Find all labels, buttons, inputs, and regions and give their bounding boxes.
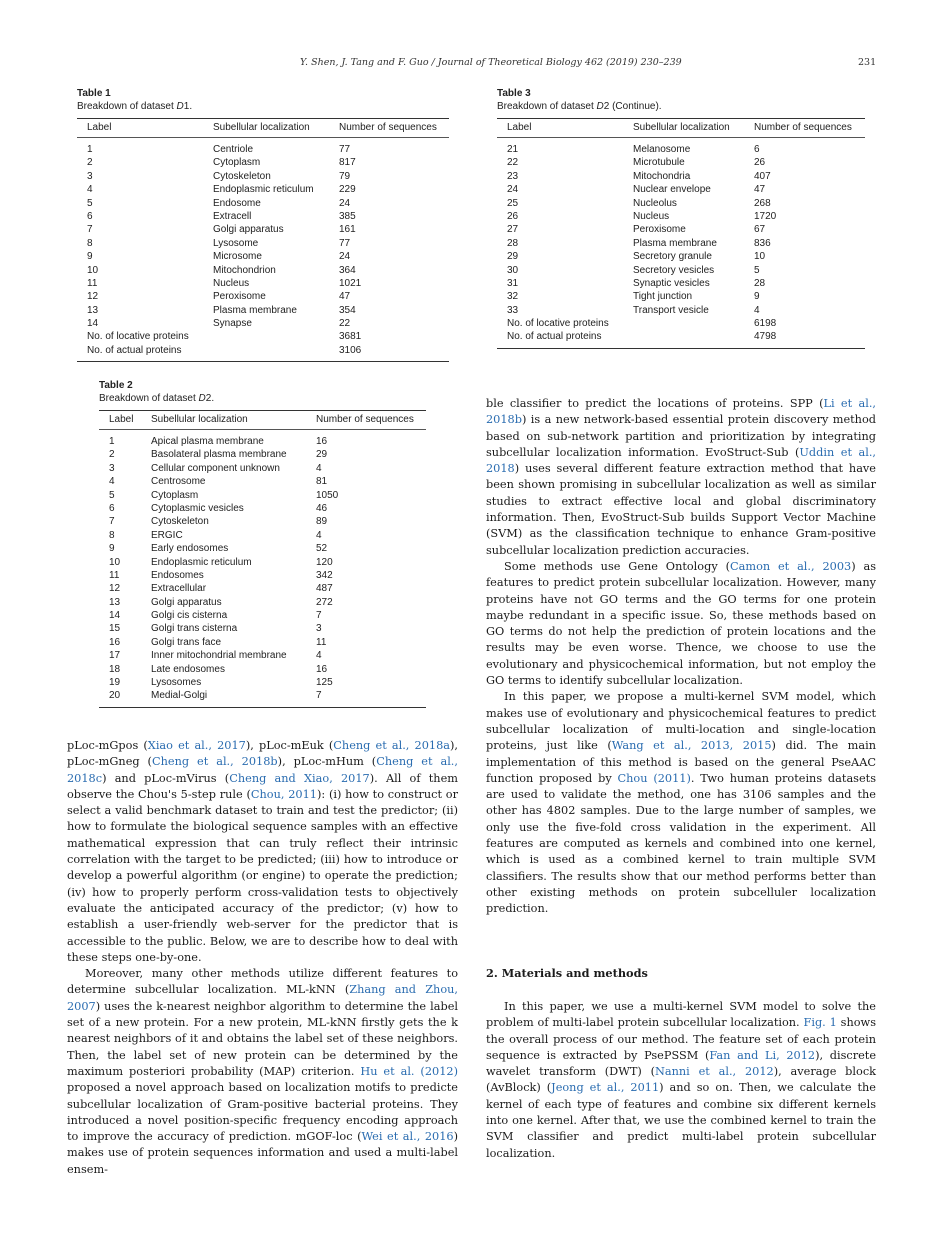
table-cell: Microsome: [213, 251, 262, 263]
table-cell: Endoplasmic reticulum: [151, 556, 252, 568]
table-row: [77, 223, 449, 236]
table-header-row: Label Subellular localization Number of sequences: [507, 122, 852, 133]
table-row: [99, 676, 426, 689]
running-head: Y. Shen, J. Tang and F. Guo / Journal of Theoretical Biology 462 (2019) 230–239: [300, 57, 682, 68]
table-cell: Endosome: [213, 197, 261, 209]
table-cell: 120: [316, 556, 333, 568]
table-cell: 24: [507, 184, 519, 196]
table-cell: Plasma membrane: [633, 237, 717, 249]
table-cell: Synaptic vesicles: [633, 277, 710, 289]
citation-link[interactable]: Li et al., 2018b: [486, 397, 876, 427]
table-2: [99, 380, 426, 708]
table-row: [77, 210, 449, 223]
table-cell: 67: [754, 224, 766, 236]
table-cell: Centrosome: [151, 476, 206, 488]
table-cell: 46: [316, 502, 328, 514]
text-run: Some methods use Gene Ontology (: [504, 559, 730, 573]
table-cell: 23: [507, 170, 519, 182]
table-row: [77, 143, 449, 156]
table-cell: Plasma membrane: [213, 304, 297, 316]
table-row: [497, 183, 865, 196]
table-row: [497, 210, 865, 223]
table-cell: 9: [109, 543, 115, 555]
table-row: [497, 156, 865, 169]
table-summary-row: [497, 330, 865, 343]
right-column-text-2: [486, 999, 876, 1162]
table-cell: Early endosomes: [151, 543, 229, 555]
table-row: [99, 515, 426, 528]
table-cell: Medial-Golgi: [151, 690, 208, 702]
table-cell: Cytoplasm: [151, 489, 199, 501]
table-cell: 30: [507, 264, 519, 276]
table-cell: Golgi apparatus: [213, 224, 284, 236]
table-row: [99, 489, 426, 502]
summary-value: 3681: [339, 331, 362, 343]
table-cell: 29: [507, 251, 519, 263]
table-cell: 26: [754, 157, 766, 169]
text-run: ), pLoc-mHum (: [277, 755, 377, 769]
table-cell: 24: [339, 197, 351, 209]
table-cell: 487: [316, 583, 333, 595]
table-cell: 31: [507, 277, 519, 289]
table-cell: 1050: [316, 489, 339, 501]
table-cell: 7: [316, 610, 322, 622]
table-cell: Peroxisome: [633, 224, 686, 236]
paragraph: [486, 559, 876, 689]
table-row: [77, 317, 449, 330]
table-cell: 4: [109, 476, 115, 488]
citation-link[interactable]: Uddin et al., 2018: [486, 445, 877, 476]
table-cell: 16: [316, 663, 328, 675]
table-cell: Golgi cis cisterna: [151, 610, 228, 622]
text-run: proposed a novel approach based on localization motifs to predicte subcellular localization of Gram-positive bacterial proteins. They introduced a novel position-specific frequency encoding approach to improve the accuracy of prediction. mGOF-loc (: [67, 1081, 458, 1144]
table-title: Table 3: [497, 88, 531, 99]
citation-link[interactable]: Nanni et al., 2012: [655, 1065, 774, 1079]
table-caption: Breakdown of dataset D2 (Continue).: [497, 101, 662, 112]
table-cell: Peroxisome: [213, 291, 266, 303]
table-row: [497, 264, 865, 277]
text-run: ): (i) how to construct or select a valid benchmark dataset to train and test the predictor; (ii) how to formulate the biological sequence samples with an effective mathematical expression that can truly reflect their intrinsic correlation with the target to be predicted; (iii) how to introduce or develop a powerful algorithm (or engine) to operate the prediction; (iv) how to properly perform cross-validation tests to objectively evaluate the anticipated accuracy of the predictor; (v) how to establish a user-friendly web-server for the predictor that is accessible to the public. Below, we are to describe how to deal with these steps one-by-one.: [67, 787, 459, 964]
table-cell: 28: [754, 277, 766, 289]
table-cell: 16: [316, 436, 328, 447]
table-cell: 11: [109, 569, 120, 581]
table-cell: Lysosome: [213, 237, 259, 249]
table-header-row: Label Subellular localization Number of sequences: [109, 414, 414, 425]
citation-link[interactable]: Cheng et al., 2018c: [67, 755, 458, 785]
table-row: [99, 502, 426, 515]
table-cell: Late endosomes: [151, 663, 225, 675]
table-row: [99, 609, 426, 622]
citation-link[interactable]: Wei et al., 2016: [361, 1130, 454, 1144]
table-cell: 8: [109, 529, 115, 541]
table-cell: Secretory granule: [633, 251, 712, 263]
table-cell: Nucleus: [633, 210, 670, 222]
citation-link[interactable]: Cheng and Xiao, 2017: [229, 771, 370, 785]
table-row: [77, 277, 449, 290]
table-cell: 12: [87, 291, 99, 303]
table-row: [99, 636, 426, 649]
table-header-row: Label Subellular localization Number of sequences: [87, 122, 437, 133]
table-cell: Melanosome: [633, 144, 691, 155]
table-cell: 4: [316, 462, 322, 474]
table-row: [99, 462, 426, 475]
table-row: [77, 290, 449, 303]
table-row: [99, 663, 426, 676]
table-cell: 47: [339, 291, 351, 303]
summary-value: 3106: [339, 344, 362, 356]
summary-label: No. of actual proteins: [507, 331, 602, 343]
table-cell: 27: [507, 224, 519, 236]
table-cell: 14: [109, 610, 121, 622]
text-run: pLoc-mGpos (: [67, 739, 148, 752]
table-cell: Endosomes: [151, 569, 204, 581]
table-row: [77, 237, 449, 250]
table-cell: Synapse: [213, 318, 252, 330]
table-row: [497, 143, 865, 156]
table-cell: 1021: [339, 277, 362, 289]
table-cell: 4: [87, 184, 93, 196]
citation-link[interactable]: Chou (2011): [617, 771, 691, 785]
citation-link[interactable]: Hu et al. (2012): [360, 1064, 458, 1078]
citation-link[interactable]: Fan and Li, 2012: [709, 1048, 816, 1062]
text-run: ), pLoc-mEuk (: [245, 739, 334, 752]
table-row: [99, 582, 426, 595]
text-run: In this paper, we use a multi-kernel SVM model to solve the problem of multi-label protein subcellular localization.: [486, 1000, 876, 1030]
citation-link[interactable]: Camon et al., 2003: [729, 559, 852, 573]
table-cell: 32: [507, 291, 519, 303]
summary-value: 4798: [754, 331, 777, 343]
table-cell: 8: [87, 237, 93, 249]
text-run: . Two human proteins datasets are used to validate the method, one has 3106 samples and the other has 4802 samples. Due to the large number of samples, we only use the five-fold cross validation in the experiment. All features are computed as kernels and combined into one kernel, which is used as a combined kernel to train multiple SVM classifiers. The results show that our method performs better than other existing methods on protein subcelluler localization prediction.: [486, 771, 876, 916]
table-cell: 7: [316, 690, 322, 702]
table-cell: 3: [87, 170, 93, 182]
table-cell: 52: [316, 543, 328, 555]
table-cell: Secretory vesicles: [633, 264, 715, 276]
table-cell: 6: [87, 210, 93, 222]
citation-link[interactable]: Wang et al., 2013, 2015: [611, 739, 772, 753]
text-run: ) and pLoc-mVirus (: [102, 771, 230, 785]
table-row: [497, 290, 865, 303]
table-cell: 2: [109, 449, 115, 461]
table-cell: Extracellular: [151, 583, 207, 595]
summary-label: No. of actual proteins: [87, 344, 182, 356]
table-row: [99, 649, 426, 662]
table-cell: 22: [507, 157, 519, 169]
citation-link[interactable]: Zhang and Zhou, 2007: [67, 983, 458, 1013]
table-1: [77, 88, 449, 362]
table-cell: 77: [339, 144, 351, 155]
table-cell: Nuclear envelope: [633, 184, 711, 196]
text-run: ) makes use of protein sequences information and used a multi-label ensem-: [67, 1130, 458, 1176]
table-cell: Golgi trans face: [151, 636, 222, 648]
table-cell: 354: [339, 304, 356, 316]
table-cell: Microtubule: [633, 157, 685, 169]
citation-link[interactable]: Fig. 1: [803, 1016, 837, 1030]
table-cell: 9: [754, 291, 760, 303]
table-row: [99, 622, 426, 635]
table-cell: 33: [507, 304, 519, 316]
text-run: Moreover, many other methods utilize different features to determine subcellular localization. ML-kNN (: [67, 967, 458, 997]
text-run: ) and so on. Then, we calculate the kernel of each type of features and combine six different kernels into one kernel. After that, we use the combined kernel to train the SVM classifier and predict multi-label protein subcellular localization.: [486, 1081, 876, 1160]
table-cell: Golgi apparatus: [151, 596, 222, 608]
table-cell: 6: [754, 144, 760, 155]
table-cell: 81: [316, 476, 328, 488]
table-row: [99, 448, 426, 461]
table-cell: Inner mitochondrial membrane: [151, 650, 287, 662]
table-cell: 21: [507, 144, 519, 155]
table-cell: Golgi trans cisterna: [151, 623, 238, 635]
table-cell: Cytoskeleton: [213, 170, 271, 182]
table-row: [497, 237, 865, 250]
table-cell: 385: [339, 210, 356, 222]
text-run: ) did. The main implementation of this method is based on the general PseAAC function proposed by: [486, 739, 876, 785]
table-cell: 6: [109, 502, 115, 514]
table-cell: 836: [754, 237, 771, 249]
table-cell: 4: [316, 529, 322, 541]
table-caption: Breakdown of dataset D1.: [77, 101, 193, 112]
table-cell: 5: [109, 489, 115, 501]
table-cell: 22: [339, 318, 351, 330]
table-cell: 29: [316, 449, 328, 461]
table-cell: 79: [339, 170, 351, 182]
table-cell: 17: [109, 650, 121, 662]
table-cell: Cytoskeleton: [151, 516, 209, 528]
summary-label: No. of locative proteins: [87, 331, 189, 343]
table-row: [99, 435, 426, 448]
table-cell: Cytoplasmic vesicles: [151, 502, 244, 514]
text-run: shows the overall process of our method. The feature set of each protein sequence is extracted by PsePSSM (: [486, 1016, 876, 1062]
left-column-text: [67, 738, 458, 1178]
table-summary-row: [497, 317, 865, 330]
table-row: [77, 250, 449, 263]
table-cell: 407: [754, 170, 771, 182]
table-row: [497, 197, 865, 210]
table-cell: 272: [316, 596, 333, 608]
table-cell: 3: [109, 462, 115, 474]
table-cell: 14: [87, 318, 99, 330]
table-cell: 817: [339, 157, 356, 169]
table-cell: 13: [87, 304, 99, 316]
paragraph: [486, 999, 876, 1162]
text-run: ) as features to predict protein subcellular localization. However, many proteins have not GO terms and the GO terms for one protein maybe redundant in a specific issue. So, these methods based on GO terms do not help the prediction of protein locations and the results may be even worse. Thence, we choose to use the evolutionary and physicochemical information, but not employ the GO terms to identify subcellular localization.: [486, 559, 877, 688]
table-row: [497, 170, 865, 183]
summary-value: 6198: [754, 318, 777, 330]
table-row: [77, 183, 449, 196]
table-cell: 28: [507, 237, 519, 249]
text-run: ) uses the k-nearest neighbor algorithm to determine the label set of a new protein. For a new protein, ML-kNN firstly gets the k nearest neighbors of it and obtains the label set of these neighbors. Then, the label set of new protein can be determined by the maximum posteriori probability (MAP) criterion.: [67, 999, 458, 1078]
table-row: [77, 156, 449, 169]
table-row: [99, 542, 426, 555]
table-cell: Mitochondrion: [213, 264, 276, 276]
table-cell: Endoplasmic reticulum: [213, 184, 314, 196]
table-cell: 26: [507, 210, 519, 222]
table-cell: 11: [316, 636, 327, 648]
table-cell: Tight junction: [633, 291, 693, 303]
table-cell: 364: [339, 264, 356, 276]
table-cell: 12: [109, 583, 121, 595]
table-cell: 229: [339, 184, 356, 196]
table-row: [497, 250, 865, 263]
table-cell: 89: [316, 516, 328, 528]
table-summary-row: [77, 344, 449, 357]
section-heading: 2. Materials and methods: [486, 966, 648, 980]
table-cell: 16: [109, 636, 121, 648]
table-cell: 15: [109, 623, 121, 635]
table-row: [99, 556, 426, 569]
paragraph: [486, 689, 876, 917]
table-cell: Nucleus: [213, 277, 250, 289]
table-cell: 11: [87, 277, 98, 289]
table-cell: ERGIC: [151, 529, 183, 541]
table-3: [497, 88, 865, 349]
paragraph: [67, 966, 458, 1178]
citation-link[interactable]: Xiao et al., 2017: [147, 739, 246, 752]
table-cell: Centriole: [213, 144, 254, 155]
text-run: ), pLoc-mGneg (: [67, 739, 458, 769]
table-cell: 25: [507, 197, 519, 209]
table-cell: 20: [109, 690, 121, 702]
table-cell: 342: [316, 569, 333, 581]
table-cell: Nucleolus: [633, 197, 677, 209]
table-cell: 3: [316, 623, 322, 635]
table-title: Table 1: [77, 88, 111, 99]
table-cell: 1: [109, 436, 115, 447]
table-cell: 10: [109, 556, 121, 568]
text-run: ble classifier to predict the locations of proteins. SPP (: [486, 397, 824, 410]
table-caption: Breakdown of dataset D2.: [99, 393, 215, 404]
table-row: [99, 475, 426, 488]
table-row: [497, 304, 865, 317]
text-run: In this paper, we propose a multi-kernel SVM model, which makes use of evolutionary and physicochemical features to predict subcellular localization of multi-location and single-location proteins, just like (: [486, 690, 876, 753]
table-cell: 4: [754, 304, 760, 316]
table-cell: 268: [754, 197, 771, 209]
table-row: [99, 596, 426, 609]
summary-label: No. of locative proteins: [507, 318, 609, 330]
text-run: ). All of them observe the Chou's 5-step rule (: [67, 771, 458, 801]
citation-link[interactable]: Cheng et al., 2018a: [333, 739, 450, 752]
table-summary-row: [77, 330, 449, 343]
table-cell: 161: [339, 224, 356, 236]
table-cell: 18: [109, 663, 121, 675]
table-cell: 13: [109, 596, 121, 608]
table-cell: 47: [754, 184, 766, 196]
table-cell: Lysosomes: [151, 677, 202, 689]
table-row: [99, 569, 426, 582]
paragraph: [67, 738, 458, 966]
table-row: [77, 170, 449, 183]
text-run: ) is a new network-based essential protein discovery method based on sub-network partition and prioritization by integrating subcellular localization information. EvoStruct-Sub (: [486, 413, 876, 459]
page-number: 231: [858, 57, 877, 68]
text-run: ), average block (AvBlock) (: [486, 1065, 877, 1095]
table-row: [77, 304, 449, 317]
table-row: [497, 223, 865, 236]
citation-link[interactable]: Cheng et al., 2018b: [151, 755, 278, 769]
table-cell: 9: [87, 251, 93, 263]
table-cell: 7: [109, 516, 115, 528]
table-cell: 125: [316, 677, 333, 689]
table-row: [77, 264, 449, 277]
table-cell: 10: [87, 264, 99, 276]
table-cell: 1: [87, 144, 93, 155]
table-cell: 10: [754, 251, 766, 263]
table-cell: Apical plasma membrane: [151, 436, 264, 447]
citation-link[interactable]: Chou, 2011: [250, 787, 317, 801]
table-cell: 4: [316, 650, 322, 662]
table-row: [77, 197, 449, 210]
table-cell: Mitochondria: [633, 170, 691, 182]
table-cell: Extracell: [213, 210, 252, 222]
table-row: [497, 277, 865, 290]
table-row: [99, 689, 426, 702]
citation-link[interactable]: Jeong et al., 2011: [551, 1081, 660, 1095]
table-cell: Transport vesicle: [633, 304, 709, 316]
table-cell: 19: [109, 677, 121, 689]
table-cell: 5: [754, 264, 760, 276]
paragraph: [486, 396, 876, 559]
table-cell: Cytoplasm: [213, 157, 261, 169]
table-cell: Basolateral plasma membrane: [151, 449, 287, 461]
table-cell: 2: [87, 157, 93, 169]
text-run: ) uses several different feature extraction method that have been shown promising in subcellular localization as well as similar studies to extract effective local and global discriminatory information. Then, EvoStruct-Sub builds Support Vector Machine (SVM) as the classification technique to enhance Gram-positive subcellular localization prediction accuracies.: [486, 462, 876, 557]
table-title: Table 2: [99, 380, 133, 391]
text-run: ), discrete wavelet transform (DWT) (: [486, 1048, 876, 1079]
right-column-text: [486, 396, 876, 918]
table-cell: 7: [87, 224, 93, 236]
table-cell: 5: [87, 197, 93, 209]
table-cell: 1720: [754, 210, 777, 222]
table-row: [99, 529, 426, 542]
table-cell: 24: [339, 251, 351, 263]
table-cell: 77: [339, 237, 351, 249]
table-cell: Cellular component unknown: [151, 462, 280, 474]
